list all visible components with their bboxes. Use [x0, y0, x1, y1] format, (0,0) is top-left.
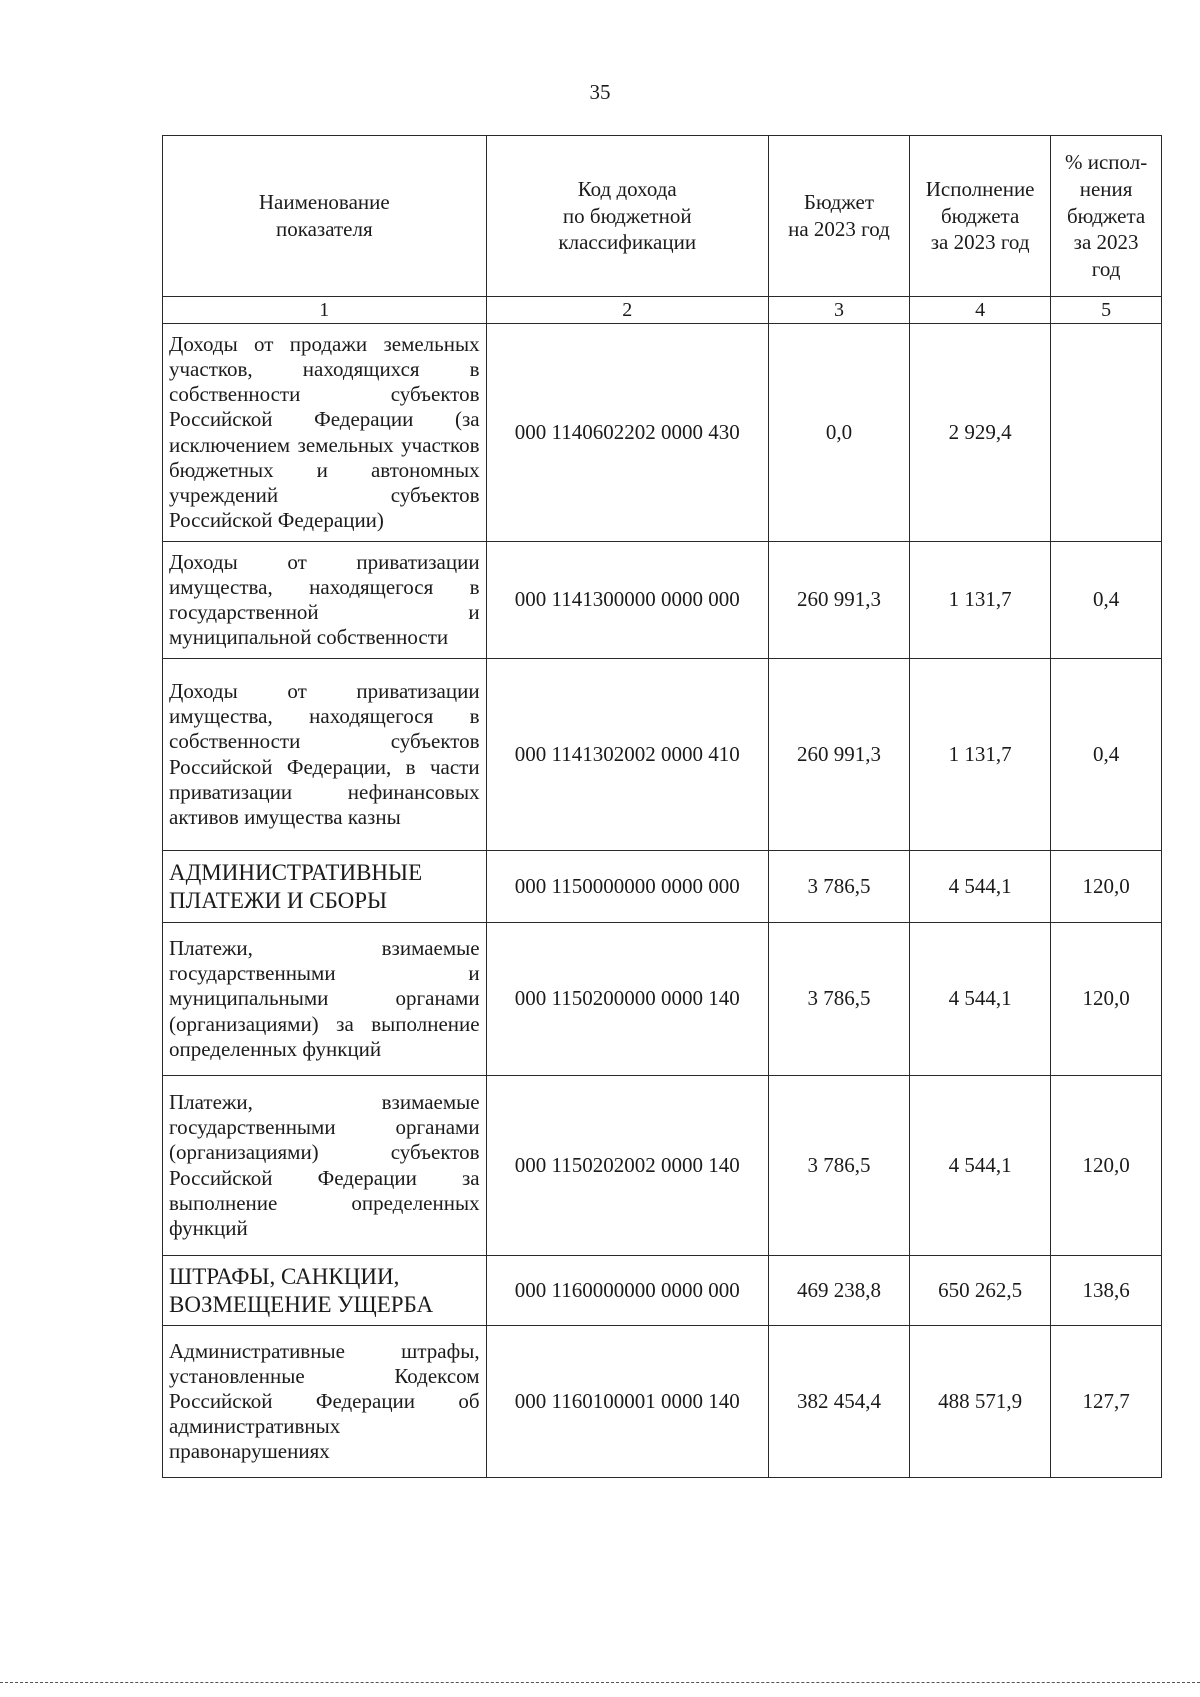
row-budget-value: 260 991,3: [768, 659, 909, 851]
row-execution-value: 4 544,1: [910, 851, 1051, 923]
table-row: [163, 1076, 1162, 1256]
row-indicator-name: Платежи, взимаемые государственными и муниципальными органами (организациями) за выполнение определенных функций: [163, 923, 487, 1076]
row-execution-percent: 120,0: [1051, 851, 1162, 923]
row-revenue-code: 000 1160100001 0000 140: [486, 1326, 768, 1478]
header-indicator-name: Наименование показателя: [163, 136, 487, 297]
table-header-row: [163, 136, 1162, 297]
row-indicator-name: Административные штрафы, установленные Кодексом Российской Федерации об административных правонарушениях: [163, 1326, 487, 1478]
row-budget-value: 469 238,8: [768, 1256, 909, 1326]
table-row: [163, 851, 1162, 923]
row-revenue-code: 000 1150202002 0000 140: [486, 1076, 768, 1256]
row-indicator-name: АДМИНИСТРАТИВНЫЕ ПЛАТЕЖИ И СБОРЫ: [163, 851, 487, 923]
budget-revenue-table: [162, 135, 1162, 1478]
header-execution-percent: % испол- нения бюджета за 2023 год: [1051, 136, 1162, 297]
row-execution-value: 1 131,7: [910, 542, 1051, 659]
row-execution-percent: [1051, 324, 1162, 542]
header-revenue-code: Код дохода по бюджетной классификации: [486, 136, 768, 297]
row-revenue-code: 000 1141300000 0000 000: [486, 542, 768, 659]
row-execution-value: 4 544,1: [910, 1076, 1051, 1256]
row-indicator-name: Доходы от приватизации имущества, находящегося в собственности субъектов Российской Федерации, в части приватизации нефинансовых активов имущества казны: [163, 659, 487, 851]
column-number: 5: [1051, 297, 1162, 324]
row-execution-value: 2 929,4: [910, 324, 1051, 542]
row-execution-percent: 120,0: [1051, 1076, 1162, 1256]
row-indicator-name: Доходы от продажи земельных участков, находящихся в собственности субъектов Российской Федерации (за исключением земельных участков бюджетных и автономных учреждений субъектов Российской Федерации): [163, 324, 487, 542]
row-execution-percent: 120,0: [1051, 923, 1162, 1076]
row-execution-percent: 0,4: [1051, 659, 1162, 851]
row-execution-value: 650 262,5: [910, 1256, 1051, 1326]
row-revenue-code: 000 1150000000 0000 000: [486, 851, 768, 923]
table-row: [163, 1256, 1162, 1326]
row-budget-value: 382 454,4: [768, 1326, 909, 1478]
table-row: [163, 1326, 1162, 1478]
page-number: 35: [589, 80, 611, 104]
column-number: 2: [486, 297, 768, 324]
row-revenue-code: 000 1140602202 0000 430: [486, 324, 768, 542]
table-row: [163, 542, 1162, 659]
column-numbers-row: [163, 297, 1162, 324]
table-row: [163, 923, 1162, 1076]
row-budget-value: 3 786,5: [768, 851, 909, 923]
row-indicator-name: Доходы от приватизации имущества, находящегося в государственной и муниципальной собственности: [163, 542, 487, 659]
row-budget-value: 3 786,5: [768, 923, 909, 1076]
table-row: [163, 659, 1162, 851]
row-revenue-code: 000 1150200000 0000 140: [486, 923, 768, 1076]
row-execution-value: 1 131,7: [910, 659, 1051, 851]
header-execution-2023: Исполнение бюджета за 2023 год: [910, 136, 1051, 297]
row-execution-percent: 138,6: [1051, 1256, 1162, 1326]
column-number: 1: [163, 297, 487, 324]
column-number: 4: [910, 297, 1051, 324]
row-indicator-name: Платежи, взимаемые государственными органами (организациями) субъектов Российской Федерации за выполнение определенных функций: [163, 1076, 487, 1256]
row-budget-value: 3 786,5: [768, 1076, 909, 1256]
row-execution-percent: 0,4: [1051, 542, 1162, 659]
row-execution-value: 488 571,9: [910, 1326, 1051, 1478]
row-execution-percent: 127,7: [1051, 1326, 1162, 1478]
scan-bottom-edge: [0, 1682, 1200, 1683]
row-budget-value: 0,0: [768, 324, 909, 542]
row-revenue-code: 000 1160000000 0000 000: [486, 1256, 768, 1326]
row-indicator-name: ШТРАФЫ, САНКЦИИ, ВОЗМЕЩЕНИЕ УЩЕРБА: [163, 1256, 487, 1326]
row-execution-value: 4 544,1: [910, 923, 1051, 1076]
header-budget-2023: Бюджет на 2023 год: [768, 136, 909, 297]
row-budget-value: 260 991,3: [768, 542, 909, 659]
column-number: 3: [768, 297, 909, 324]
row-revenue-code: 000 1141302002 0000 410: [486, 659, 768, 851]
table-row: [163, 324, 1162, 542]
